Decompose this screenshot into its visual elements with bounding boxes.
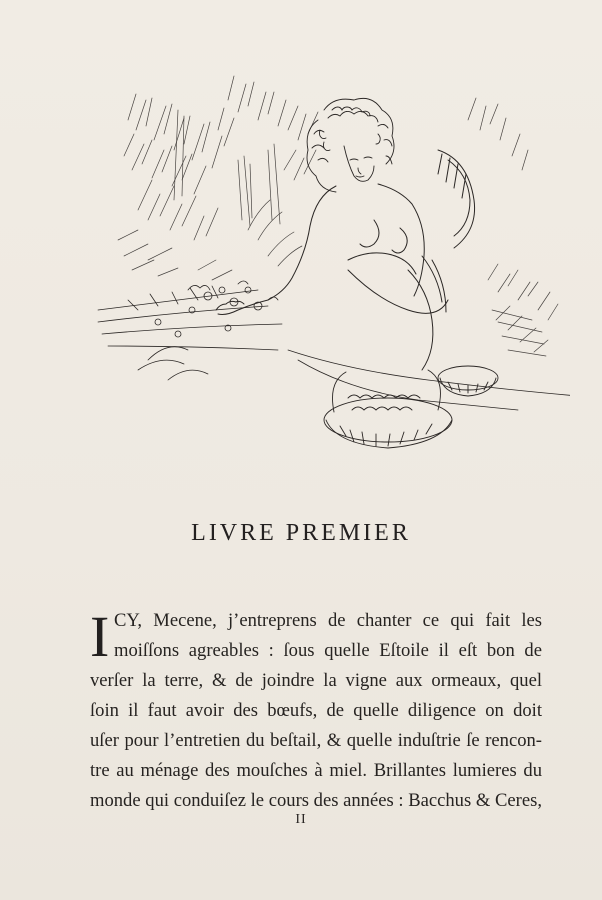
baskets	[324, 366, 498, 448]
paragraph-line: CY, Mecene, j’entreprens de chanter ce qui fait les	[114, 610, 542, 631]
paragraph-line: verſer la terre, & de joindre la vigne aux ormeaux, quel	[90, 670, 542, 691]
figure	[216, 150, 475, 370]
hair	[307, 98, 394, 192]
page-number: II	[295, 812, 307, 827]
paragraph-line: moiſſons agreables : ſous quelle Eſtoile il eſt bon de	[114, 640, 542, 661]
etching-woman-harvest-illustration	[88, 60, 570, 480]
chapter-title: LIVRE PREMIER	[191, 520, 411, 546]
right-foliage	[468, 98, 558, 356]
foliage-hatching	[118, 76, 318, 280]
body-paragraph	[90, 606, 542, 816]
paragraph-line: monde qui conduiſez le cours des années : Bacchus & Ceres,	[90, 790, 542, 811]
paragraph-line: ſoin il faut avoir des bœufs, de quelle diligence on doit	[90, 700, 542, 721]
paragraph-line: uſer pour l’entretien du beſtail, & quelle induſtrie ſe rencon-	[90, 730, 542, 751]
paragraph-line: tre au ménage des mouſches à miel. Brillantes lumieres du	[90, 760, 542, 781]
face	[344, 146, 374, 181]
drop-cap: I	[90, 604, 110, 669]
flowers-wheat	[98, 281, 570, 410]
